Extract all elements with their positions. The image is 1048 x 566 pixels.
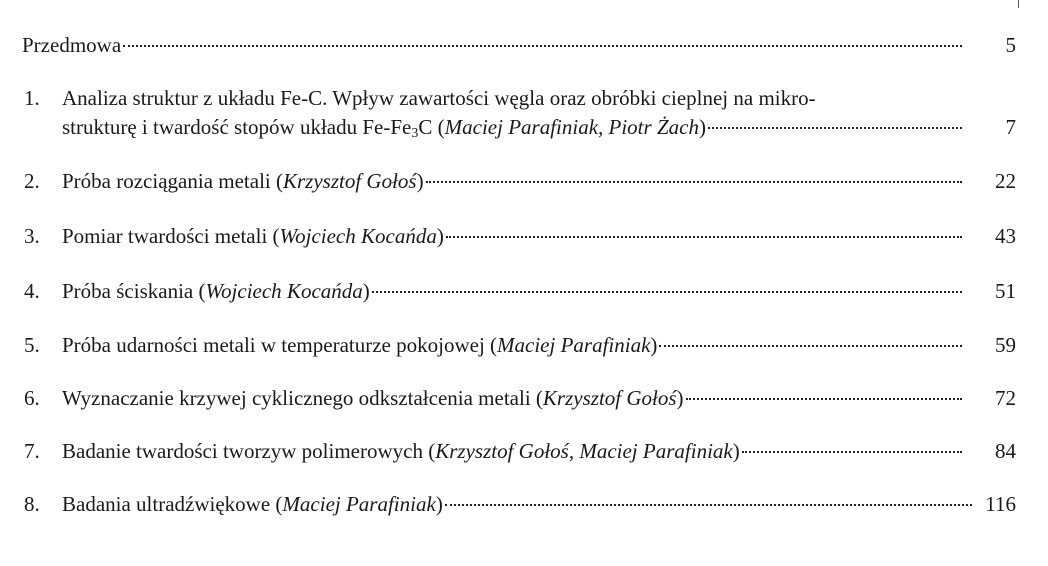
toc-page-number: 84 bbox=[995, 439, 1016, 463]
toc-entry-title: Analiza struktur z układu Fe-C. Wpływ zawartości węgla oraz obróbki cieplnej na mikro- bbox=[62, 86, 816, 110]
toc-page-number: 72 bbox=[995, 386, 1016, 410]
toc-entry-number: 8. bbox=[24, 492, 40, 516]
toc-entry-title: Badanie twardości tworzyw polimerowych bbox=[62, 439, 423, 463]
toc-entry-number: 7. bbox=[24, 439, 40, 463]
toc-entry-number: 6. bbox=[24, 386, 40, 410]
dot-leader bbox=[686, 398, 962, 400]
toc-entry-title-continued: strukturę i twardość stopów układu Fe-Fe bbox=[62, 115, 412, 139]
dot-leader bbox=[659, 345, 962, 347]
toc-entry-5: 5. Próba udarności metali w temperaturze pokojowej (Maciej Parafiniak) 59 bbox=[24, 333, 1016, 357]
dot-leader bbox=[742, 451, 962, 453]
toc-entry-1-line-2: strukturę i twardość stopów układu $Fe-Fe_3C$ (Maciej Parafiniak, Piotr Żach) 7 bbox=[62, 115, 1016, 141]
dot-leader bbox=[372, 291, 962, 293]
dot-leader bbox=[426, 181, 962, 183]
toc-page-number: 7 bbox=[1005, 115, 1016, 139]
toc-entry-1-line-1 bbox=[0, 84, 1048, 112]
toc-entry-number: 5. bbox=[24, 333, 40, 357]
dot-leader bbox=[446, 236, 962, 238]
toc-entry-author: Krzysztof Gołoś bbox=[283, 169, 417, 193]
toc-entry-title: Badania ultradźwiękowe bbox=[62, 492, 271, 516]
toc-entry-author: Krzysztof Gołoś bbox=[542, 386, 677, 410]
toc-page-number: 116 bbox=[985, 492, 1016, 516]
toc-entry-author: Wojciech Kocańda bbox=[279, 224, 437, 248]
toc-page-number: 59 bbox=[995, 333, 1016, 357]
dot-leader bbox=[123, 45, 962, 47]
toc-entry-number: 4. bbox=[24, 279, 40, 303]
toc-entry-title: Próba ściskania bbox=[62, 279, 194, 303]
toc-entry-8: 8. Badania ultradźwiękowe (Maciej Parafiniak) 116 bbox=[24, 492, 1016, 516]
toc-entry-2: 2. Próba rozciągania metali (Krzysztof Gołoś) 22 bbox=[24, 169, 1016, 193]
toc-entry-author: Wojciech Kocańda bbox=[205, 279, 363, 303]
toc-entry-3: 3. Pomiar twardości metali (Wojciech Kocańda) 43 bbox=[24, 224, 1016, 248]
toc-entry-author: Maciej Parafiniak, Piotr Żach bbox=[444, 115, 699, 139]
toc-entry-title: Próba udarności metali w temperaturze pokojowej bbox=[62, 333, 485, 357]
toc-entry-author: Maciej Parafiniak bbox=[282, 492, 436, 516]
toc-entry-7: 7. Badanie twardości tworzyw polimerowych (Krzysztof Gołoś, Maciej Parafiniak) 84 bbox=[24, 439, 1016, 463]
toc-entry-author: Krzysztof Gołoś, Maciej Parafiniak bbox=[435, 439, 733, 463]
toc-entry-title: Pomiar twardości metali bbox=[62, 224, 268, 248]
subscript-3: 3 bbox=[411, 126, 419, 141]
toc-entry-author: Maciej Parafiniak bbox=[497, 333, 651, 357]
toc-page-number: 5 bbox=[1005, 33, 1016, 57]
toc-entry-title: Próba rozciągania metali bbox=[62, 169, 271, 193]
toc-entry-title: Wyznaczanie krzywej cyklicznego odkształcenia metali bbox=[62, 386, 531, 410]
toc-entry-number: 1. bbox=[24, 86, 40, 110]
toc-entry-4: 4. Próba ściskania (Wojciech Kocańda) 51 bbox=[24, 279, 1016, 303]
corner-scan-mark bbox=[1018, 0, 1019, 8]
formula-suffix: C bbox=[418, 115, 433, 139]
toc-entry-title: Przedmowa bbox=[22, 33, 122, 57]
toc-page-number: 22 bbox=[995, 169, 1016, 193]
toc-entry-number: 3. bbox=[24, 224, 40, 248]
toc-entry-6: 6. Wyznaczanie krzywej cyklicznego odkształcenia metali (Krzysztof Gołoś) 72 bbox=[24, 386, 1016, 410]
toc-entry-number: 2. bbox=[24, 169, 40, 193]
toc-page-number: 43 bbox=[995, 224, 1016, 248]
dot-leader bbox=[445, 504, 972, 506]
toc-entry-preface bbox=[0, 31, 1048, 59]
dot-leader bbox=[708, 127, 962, 129]
toc-page-number: 51 bbox=[995, 279, 1016, 303]
